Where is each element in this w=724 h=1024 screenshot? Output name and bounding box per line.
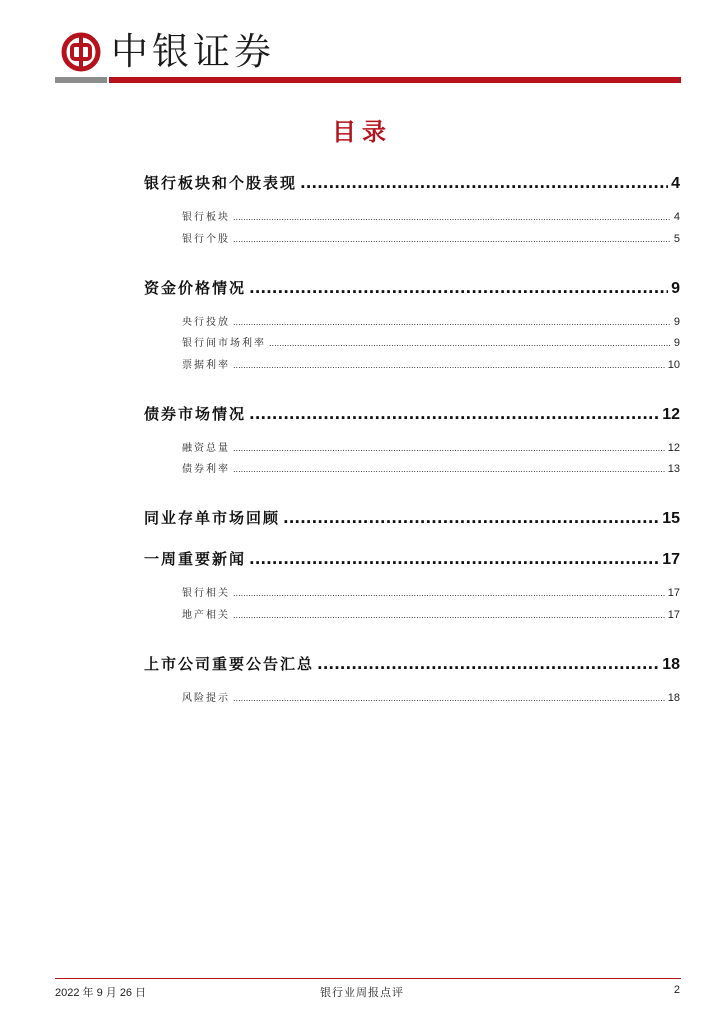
toc-subsection-entry[interactable] — [182, 208, 680, 223]
toc-subsection-label: 银行个股 — [182, 233, 230, 245]
footer-rule — [55, 978, 681, 979]
toc-subsection-label: 融资总量 — [182, 442, 230, 454]
toc-section-page: 4 — [671, 175, 680, 192]
dot-leader — [233, 444, 665, 453]
toc-section-label: 一周重要新闻 — [144, 550, 247, 568]
page-header — [55, 30, 681, 82]
footer-page-number: 2 — [673, 984, 680, 996]
dot-leader — [283, 509, 659, 527]
dot-leader — [269, 339, 671, 348]
toc-subsection-label: 银行间市场利率 — [182, 338, 266, 349]
toc-subsection-label: 地产相关 — [182, 609, 230, 621]
toc-section-entry[interactable] — [144, 172, 680, 193]
dot-leader — [300, 174, 668, 192]
toc-subsection-entry[interactable] — [182, 439, 680, 454]
toc-subsection-label: 银行板块 — [182, 212, 230, 223]
dot-leader — [233, 213, 671, 222]
toc-subsection-entry[interactable] — [182, 460, 680, 475]
dot-leader — [233, 589, 665, 598]
toc-subsection-page: 9 — [673, 337, 680, 349]
toc-section-entry[interactable] — [144, 653, 680, 674]
toc-section-label: 债券市场情况 — [144, 404, 247, 423]
dot-leader — [233, 611, 665, 620]
toc-subsection-entry[interactable] — [182, 356, 680, 371]
toc-section-page: 9 — [671, 279, 680, 297]
dot-leader — [249, 279, 668, 297]
toc-subsection-page: 12 — [667, 441, 680, 454]
toc-section-label: 同业存单市场回顾 — [144, 509, 281, 527]
header-rule-red — [109, 77, 681, 83]
toc-section-label: 资金价格情况 — [144, 278, 247, 297]
toc-subsection-entry[interactable] — [182, 606, 680, 621]
dot-leader — [233, 235, 671, 244]
toc-subsection-entry[interactable] — [182, 689, 680, 704]
toc-subsection-label: 银行相关 — [182, 588, 230, 599]
dot-leader — [249, 405, 659, 423]
toc-section-entry[interactable] — [144, 277, 680, 298]
toc-section-page: 17 — [662, 551, 680, 568]
toc-subsection-page: 18 — [667, 691, 680, 704]
dot-leader — [233, 318, 671, 327]
toc-title: 目录 — [332, 118, 392, 146]
toc-section-page: 15 — [662, 510, 680, 527]
toc-subsection-page: 17 — [667, 587, 680, 599]
toc-subsection-page: 13 — [667, 463, 680, 475]
toc-subsection-entry[interactable] — [182, 584, 680, 599]
toc-subsection-label: 央行投放 — [182, 316, 230, 328]
toc-subsection-page: 17 — [667, 608, 680, 621]
dot-leader — [249, 550, 659, 568]
header-rule-grey — [55, 77, 107, 83]
footer-report-title: 银行业周报点评 — [320, 986, 404, 999]
toc-section-label: 银行板块和个股表现 — [144, 174, 298, 192]
toc-subsection-page: 4 — [673, 211, 680, 223]
footer-date: 2022 年 9 月 26 日 — [55, 987, 147, 999]
toc-subsection-entry[interactable] — [182, 334, 680, 349]
toc-subsection-label: 风险提示 — [182, 692, 230, 704]
dot-leader — [317, 655, 659, 673]
toc-subsection-label: 债券利率 — [182, 464, 230, 475]
toc-section-entry[interactable] — [144, 403, 680, 424]
toc-section-entry[interactable] — [144, 507, 680, 528]
toc-subsection-page: 10 — [667, 358, 680, 371]
brand-name: 中银证券 — [111, 30, 275, 73]
dot-leader — [233, 694, 665, 703]
toc-subsection-entry[interactable] — [182, 313, 680, 328]
toc-section-page: 12 — [662, 405, 680, 423]
toc-subsection-entry[interactable] — [182, 230, 680, 245]
bank-of-china-logo-icon — [61, 32, 101, 72]
toc-subsection-page: 5 — [673, 232, 680, 245]
dot-leader — [233, 465, 665, 474]
toc-subsection-label: 票据利率 — [182, 359, 230, 371]
toc-section-entry[interactable] — [144, 548, 680, 569]
toc-subsection-page: 9 — [673, 315, 680, 328]
toc-section-page: 18 — [662, 655, 680, 673]
dot-leader — [233, 361, 665, 370]
toc-section-label: 上市公司重要公告汇总 — [144, 654, 315, 673]
